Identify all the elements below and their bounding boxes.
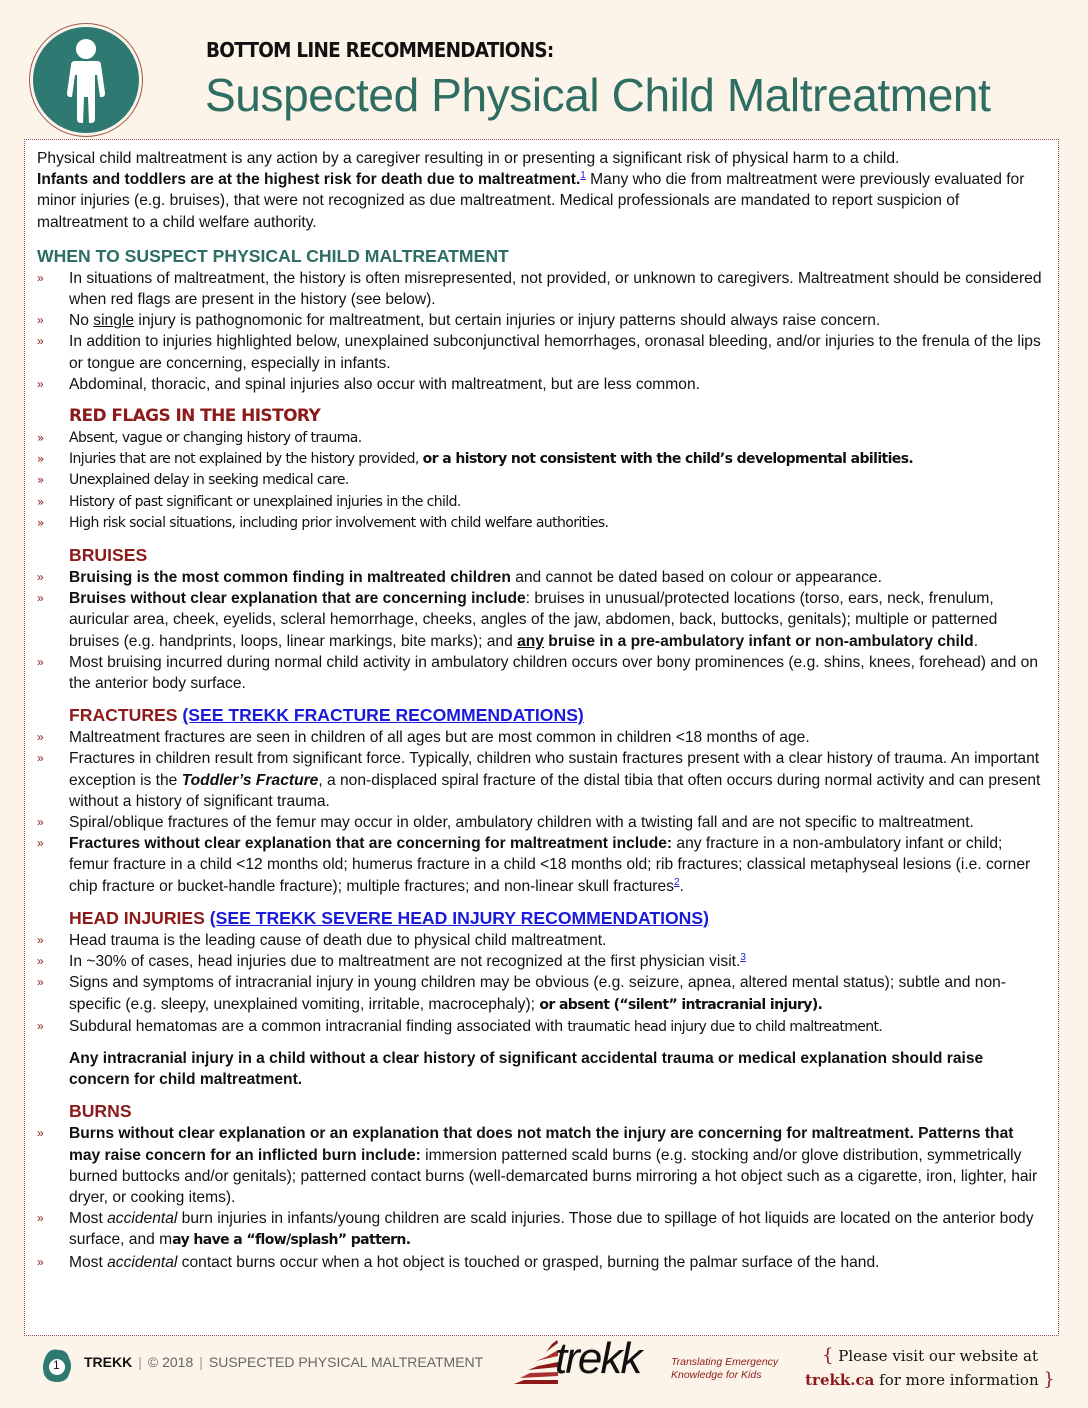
text-span: In situations of maltreatment, the history is often misrepresented, not provided, or unknown to caregivers. Maltreatment should be considered when red flags are present in the history (see below). [69,269,1042,309]
text-span: any fracture in a non-ambulatory infant or child; femur fracture in a child <12 months old; humerus fracture in a child <18 months old; rib fractures; classical metaphyseal lesions (i.e. corner chip fracture or bucket-handle fracture); multiple fractures; and non-linear skull fractures [69,835,1031,895]
list-item [37,513,1046,534]
text-span: Knowledge for Kids [671,1369,762,1381]
text-span: » [37,334,44,349]
burns-list [37,1123,1046,1272]
head-injury-recommendations-link[interactable]: (SEE TREKK SEVERE HEAD INJURY RECOMMENDATIONS) [209,907,709,928]
child-figure-icon [33,27,139,133]
text-span: burn injuries in infants/young children are scald injuries. Those due to spillage of hot liquids are located on the anterior body surface, and m [69,1210,1034,1249]
section-heading-when: WHEN TO SUSPECT PHYSICAL CHILD MALTREATMENT [37,245,509,266]
text-span: Please visit our website at [838,1347,1038,1365]
text-span: Spiral/oblique fractures of the femur may occur in older, ambulatory children with a twisting fall and are not specific to maltreatment. [69,814,974,832]
footnote-link-1[interactable]: 1 [580,170,586,182]
section-heading-bruises: BRUISES [69,545,148,566]
list-item [37,268,1046,310]
text-span: » [37,431,44,446]
list-item [37,1252,1046,1273]
text-span: Maltreatment fractures are seen in children of all ages but are most common in children <18 months of age. [69,729,810,747]
list-item [37,1208,1046,1251]
when-list [37,268,1046,395]
text-span: Most bruising incurred during normal child activity in ambulatory children occurs over bony prominences (e.g. shins, knees, forehead) and on the anterior body surface. [69,653,1039,693]
text-span: accidental [107,1210,178,1228]
text-span: Bruises without clear explanation that are concerning include [69,590,526,608]
text-span: single [93,312,135,330]
text-span: » [37,730,44,745]
list-item [37,748,1046,812]
text-span: Unexplained delay in seeking medical care. [69,472,349,489]
text-span: immersion patterned scald burns (e.g. stocking and/or glove distribution, symmetrically burned buttocks and/or genitals); patterned contact burns (well-demarcated burns mirroring a hot object such as a cigarette, iron, lighter, hair dryer, or cooking items). [69,1146,1038,1206]
text-span: . [878,1017,883,1035]
header-kicker: BOTTOM LINE RECOMMENDATIONS: [206,38,554,62]
text-span: accidental [107,1253,178,1271]
list-item [37,1123,1046,1208]
list-item [37,812,1046,833]
text-span: Head trauma is the leading cause of death due to physical child maltreatment. [69,931,607,949]
footnote-link-3[interactable]: 3 [740,951,746,963]
text-span: Subdural hematomas are a common intracranial finding associated with [69,1017,568,1035]
logo-tagline [671,1356,778,1382]
text-span: HEAD INJURIES [69,907,205,928]
text-span: for more information [874,1371,1039,1389]
text-span: » [37,591,44,606]
list-item [37,930,1046,951]
text-span: Infants and toddlers are at the highest risk for death due to maltreatment. [37,171,581,189]
list-item [37,331,1046,373]
text-span: , a non-displaced spiral fracture of the distal tibia that often occurs during normal activity and can present without a history of significant trauma. [69,771,1041,810]
text-span: . [973,632,979,650]
text-span: contact burns occur when a hot object is touched or grasped, burning the palmar surface of the hand. [177,1253,880,1271]
red-flags-list [37,428,1046,534]
text-span: Abdominal, thoracic, and spinal injuries also occur with maltreatment, but are less common. [69,375,700,393]
text-span: injury is pathognomonic for maltreatment, but certain injuries or injury patterns should always raise concern. [134,312,881,330]
text-span: No [69,312,94,330]
text-span: Signs and symptoms of intracranial injury in young children may be obvious (e.g. seizure, apnea, altered mental status); subtle and non-specific (e.g. sleepy, unexplained vomiting, irritable, macrocephaly); [69,974,1006,1013]
separator: | [199,1354,203,1370]
text-span: ay have a “flow/splash” pattern. [172,1232,411,1249]
text-span: » [37,494,44,509]
text-span: » [37,515,44,530]
text-span: » [37,932,44,947]
list-item [37,727,1046,748]
text-span: FRACTURES [69,705,178,726]
text-span: » [37,954,44,969]
list-item [37,588,1046,652]
text-span: » [37,1211,44,1226]
logo-wordmark: trekk [555,1334,641,1383]
text-span: Fractures in children result from significant force. Typically, children who sustain fractures present with a clear history of trauma. An important exception is the [69,750,1040,789]
text-span: bruise in a pre-ambulatory infant or non-ambulatory child [543,632,974,650]
text-span: High risk social situations, including prior involvement with child welfare authorities. [69,514,609,531]
text-span: © 2018 [147,1354,194,1370]
text-span: In addition to injuries highlighted below, unexplained subconjunctival hemorrhages, oronasal bleeding, and/or injuries to the frenula of the lips or tongue are concerning, especially in infants. [69,333,1041,372]
list-item [37,374,1046,395]
list-item [37,652,1046,694]
list-item [37,567,1046,588]
footer [0,1334,1088,1408]
list-item [37,951,1046,972]
text-span: Most [69,1210,108,1228]
text-span: Many who die from maltreatment were previously evaluated for minor injuries (e.g. bruises), that were not recognized as due maltreatment. Medical professionals are mandated to report suspicion of maltreatment to a child welfare authority. [37,171,1025,231]
text-span: » [37,313,44,328]
text-span: » [37,473,44,488]
fractures-list [37,727,1046,897]
text-span: : bruises in unusual/protected locations (torso, ears, neck, frenulum, auricular area, cheek, eyelids, scleral hemorrhage, cheeks, angles of the jaw, abdomen, back, buttocks, genitals); multiple or patterned bruises (e.g. handprints, loops, linear markings, bite marks); and [69,590,998,650]
text-span: » [37,836,44,851]
text-span: » [37,654,44,669]
text-span: Toddler’s Fracture [181,771,319,789]
text-span: » [37,570,44,585]
text-span: Physical child maltreatment is any action by a caregiver resulting in or presenting a significant risk of physical harm to a child. [37,150,900,167]
list-item [37,833,1046,897]
list-item [37,972,1046,1015]
text-span: Bruising is the most common finding in maltreated children [69,569,511,587]
list-item [37,428,1046,449]
text-span: » [37,452,44,467]
section-heading-head-injuries [69,907,1046,929]
footer-text [84,1354,483,1370]
text-span: SUSPECTED PHYSICAL MALTREATMENT [208,1354,484,1370]
list-item [37,470,1046,491]
text-span: Fractures without clear explanation that are concerning for maltreatment include: [69,835,673,853]
text-span: History of past significant or unexplained injuries in the child. [69,493,461,510]
text-span: Translating Emergency [671,1356,779,1368]
text-span: In ~30% of cases, head injuries due to maltreatment are not recognized at the first physician visit. [69,953,741,971]
list-item [37,492,1046,513]
text-span: » [37,975,44,990]
text-span: or a history not consistent with the child’s developmental abilities. [422,451,914,468]
text-span: Absent, vague or changing history of trauma. [69,430,362,447]
list-item [37,449,1046,470]
bruises-list [37,567,1046,694]
text-span: » [37,376,44,391]
page-title: Suspected Physical Child Maltreatment [205,69,991,121]
list-item [37,310,1046,331]
head-injury-callout: Any intracranial injury in a child without a clear history of significant accidental trauma or medical explanation should raise concern for child maltreatment. [69,1049,984,1089]
visit-website-note [800,1344,1060,1392]
text-span: Injuries that are not explained by the history provided, [69,451,423,468]
text-span: any [517,632,544,650]
list-item [37,1016,1046,1038]
section-heading-red-flags: RED FLAGS IN THE HISTORY [69,406,321,427]
text-span: » [37,1018,44,1033]
text-span: and cannot be dated based on colour or appearance. [510,569,882,587]
website-link[interactable]: trekk.ca [805,1371,875,1389]
footnote-link-2[interactable]: 2 [673,876,680,888]
section-heading-burns: BURNS [69,1101,132,1122]
text-span: { [822,1345,834,1366]
text-span: . [679,877,684,895]
text-span: TREKK [84,1354,133,1370]
text-span: » [37,1126,44,1141]
fracture-recommendations-link[interactable]: (SEE TREKK FRACTURE RECOMMENDATIONS) [182,705,584,726]
text-span: } [1043,1369,1055,1390]
text-span: » [37,751,44,766]
head-list [37,930,1046,1038]
text-span: traumatic head injury due to child maltreatment [567,1018,879,1035]
page-number: 1 [53,1358,60,1372]
content-box [24,139,1059,1336]
section-heading-fractures [69,704,1046,726]
text-span: » [37,270,44,285]
text-span: Burns without clear explanation or an explanation that does not match the injury are concerning for maltreatment. Patterns that may raise concern for an inflicted burn include: [69,1125,1014,1164]
text-span: or absent (“silent” intracranial injury). [539,996,823,1013]
intro-paragraph [37,148,1046,233]
text-span: » [37,815,44,830]
separator: | [138,1354,142,1370]
text-span: Most [69,1253,108,1271]
text-span: » [37,1254,44,1269]
